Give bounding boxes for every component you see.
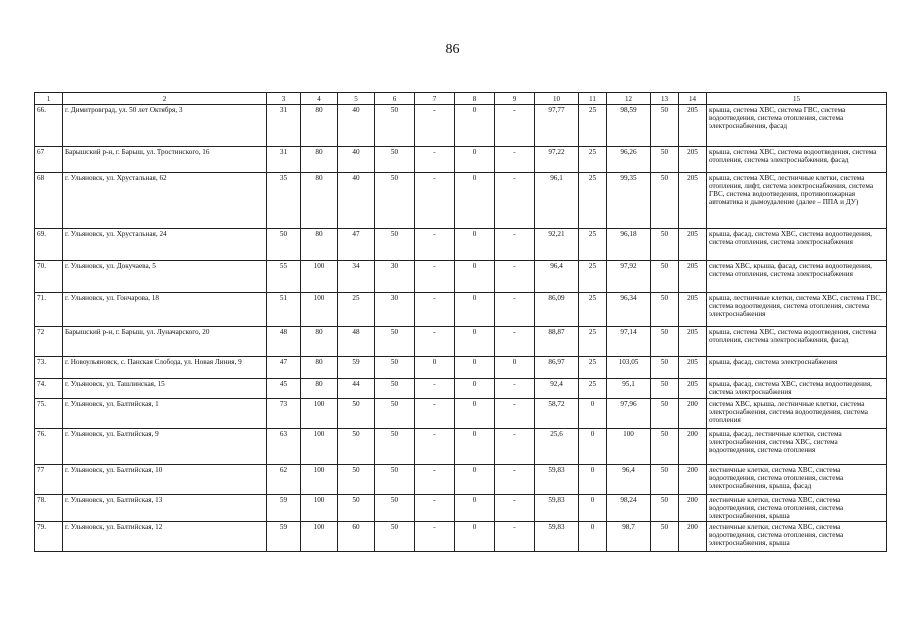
value-cell-c12: 97,96 xyxy=(607,399,651,429)
row-number: 66. xyxy=(35,105,63,147)
value-cell-c10: 88,87 xyxy=(535,327,579,357)
address-cell: г. Новоульяновск, с. Панская Слобода, ул. Новая Линия, 9 xyxy=(63,357,267,379)
value-cell-c7: - xyxy=(415,429,455,465)
value-cell-c9: - xyxy=(495,173,535,229)
value-cell-c3: 35 xyxy=(267,173,301,229)
table-row xyxy=(35,261,887,293)
address-cell: г. Димитровград, ул. 50 лет Октября, 3 xyxy=(63,105,267,147)
value-cell-c7: - xyxy=(415,465,455,495)
value-cell-c9: - xyxy=(495,429,535,465)
value-cell-c12: 100 xyxy=(607,429,651,465)
column-number: 3 xyxy=(267,93,301,105)
value-cell-c5: 50 xyxy=(338,495,375,522)
value-cell-c10: 59,83 xyxy=(535,495,579,522)
value-cell-c6: 50 xyxy=(375,429,415,465)
table-row xyxy=(35,495,887,522)
value-cell-c12: 96,34 xyxy=(607,293,651,327)
value-cell-c11: 0 xyxy=(579,465,607,495)
value-cell-c8: 0 xyxy=(455,379,495,399)
value-cell-c14: 205 xyxy=(679,379,707,399)
value-cell-c10: 58,72 xyxy=(535,399,579,429)
value-cell-c5: 40 xyxy=(338,105,375,147)
value-cell-c13: 50 xyxy=(651,379,679,399)
value-cell-c8: 0 xyxy=(455,229,495,261)
value-cell-c13: 50 xyxy=(651,147,679,173)
value-cell-c14: 205 xyxy=(679,357,707,379)
address-cell: г. Ульяновск, ул. Балтийская, 13 xyxy=(63,495,267,522)
value-cell-c4: 100 xyxy=(301,465,338,495)
value-cell-c10: 59,83 xyxy=(535,465,579,495)
value-cell-c6: 50 xyxy=(375,399,415,429)
works-cell: крыша, фасад, система ХВС, система водоотведения, система отопления, система электроснабжения xyxy=(707,229,887,261)
address-cell: Барышский р-н, г. Барыш, ул. Тростинского, 16 xyxy=(63,147,267,173)
row-number: 68 xyxy=(35,173,63,229)
value-cell-c13: 50 xyxy=(651,261,679,293)
column-number: 15 xyxy=(707,93,887,105)
address-cell: Барышский р-н, г. Барыш, ул. Луначарского, 20 xyxy=(63,327,267,357)
value-cell-c12: 97,92 xyxy=(607,261,651,293)
value-cell-c9: - xyxy=(495,147,535,173)
value-cell-c3: 73 xyxy=(267,399,301,429)
address-cell: г. Ульяновск, ул. Ташлинская, 15 xyxy=(63,379,267,399)
value-cell-c5: 40 xyxy=(338,147,375,173)
row-number: 70. xyxy=(35,261,63,293)
row-number: 78. xyxy=(35,495,63,522)
value-cell-c14: 200 xyxy=(679,495,707,522)
column-number: 12 xyxy=(607,93,651,105)
value-cell-c11: 0 xyxy=(579,429,607,465)
value-cell-c12: 96,4 xyxy=(607,465,651,495)
value-cell-c12: 97,14 xyxy=(607,327,651,357)
value-cell-c4: 100 xyxy=(301,429,338,465)
value-cell-c5: 60 xyxy=(338,522,375,552)
row-number: 72 xyxy=(35,327,63,357)
value-cell-c5: 44 xyxy=(338,379,375,399)
works-cell: крыша, фасад, система ХВС, система водоотведения, система электроснабжения xyxy=(707,379,887,399)
works-cell: система ХВС, крыша, лестничные клетки, система электроснабжения, система водоотведения, система отопления xyxy=(707,399,887,429)
value-cell-c6: 50 xyxy=(375,379,415,399)
data-table xyxy=(34,92,887,552)
value-cell-c12: 103,05 xyxy=(607,357,651,379)
value-cell-c5: 25 xyxy=(338,293,375,327)
value-cell-c7: - xyxy=(415,293,455,327)
table-row xyxy=(35,357,887,379)
value-cell-c8: 0 xyxy=(455,357,495,379)
works-cell: крыша, система ХВС, система ГВС, система водоотведения, система отопления, система электроснабжения, фасад xyxy=(707,105,887,147)
value-cell-c5: 59 xyxy=(338,357,375,379)
value-cell-c12: 98,24 xyxy=(607,495,651,522)
value-cell-c10: 86,97 xyxy=(535,357,579,379)
value-cell-c5: 40 xyxy=(338,173,375,229)
value-cell-c11: 25 xyxy=(579,105,607,147)
value-cell-c4: 100 xyxy=(301,399,338,429)
works-cell: крыша, лестничные клетки, система ХВС, система ГВС, система водоотведения, система отопления, система электроснабжения xyxy=(707,293,887,327)
value-cell-c10: 96,1 xyxy=(535,173,579,229)
table-row xyxy=(35,465,887,495)
value-cell-c4: 80 xyxy=(301,173,338,229)
table-row xyxy=(35,229,887,261)
value-cell-c9: 0 xyxy=(495,357,535,379)
value-cell-c13: 50 xyxy=(651,105,679,147)
works-cell: лестничные клетки, система ХВС, система водоотведения, система отопления, система электроснабжения, крыша xyxy=(707,495,887,522)
value-cell-c7: - xyxy=(415,399,455,429)
value-cell-c3: 59 xyxy=(267,495,301,522)
value-cell-c10: 92,21 xyxy=(535,229,579,261)
value-cell-c7: - xyxy=(415,147,455,173)
value-cell-c5: 50 xyxy=(338,429,375,465)
value-cell-c6: 50 xyxy=(375,105,415,147)
value-cell-c3: 50 xyxy=(267,229,301,261)
value-cell-c12: 96,18 xyxy=(607,229,651,261)
value-cell-c9: - xyxy=(495,465,535,495)
column-number: 7 xyxy=(415,93,455,105)
value-cell-c11: 0 xyxy=(579,522,607,552)
value-cell-c12: 96,26 xyxy=(607,147,651,173)
value-cell-c14: 205 xyxy=(679,173,707,229)
column-number: 14 xyxy=(679,93,707,105)
value-cell-c8: 0 xyxy=(455,261,495,293)
value-cell-c12: 98,59 xyxy=(607,105,651,147)
value-cell-c13: 50 xyxy=(651,522,679,552)
value-cell-c7: - xyxy=(415,379,455,399)
value-cell-c10: 25,6 xyxy=(535,429,579,465)
works-cell: крыша, фасад, система электроснабжения xyxy=(707,357,887,379)
column-number: 5 xyxy=(338,93,375,105)
address-cell: г. Ульяновск, ул. Балтийская, 12 xyxy=(63,522,267,552)
value-cell-c11: 25 xyxy=(579,379,607,399)
works-cell: лестничные клетки, система ХВС, система водоотведения, система отопления, система электроснабжения, крыша xyxy=(707,522,887,552)
value-cell-c6: 50 xyxy=(375,327,415,357)
value-cell-c8: 0 xyxy=(455,147,495,173)
column-number: 6 xyxy=(375,93,415,105)
value-cell-c10: 92,4 xyxy=(535,379,579,399)
value-cell-c14: 205 xyxy=(679,261,707,293)
value-cell-c9: - xyxy=(495,105,535,147)
value-cell-c11: 25 xyxy=(579,357,607,379)
value-cell-c3: 63 xyxy=(267,429,301,465)
value-cell-c3: 51 xyxy=(267,293,301,327)
value-cell-c6: 50 xyxy=(375,522,415,552)
table-row xyxy=(35,379,887,399)
value-cell-c3: 62 xyxy=(267,465,301,495)
value-cell-c4: 100 xyxy=(301,261,338,293)
value-cell-c9: - xyxy=(495,379,535,399)
value-cell-c5: 34 xyxy=(338,261,375,293)
value-cell-c13: 50 xyxy=(651,495,679,522)
value-cell-c8: 0 xyxy=(455,105,495,147)
column-number: 9 xyxy=(495,93,535,105)
value-cell-c8: 0 xyxy=(455,399,495,429)
value-cell-c11: 25 xyxy=(579,261,607,293)
value-cell-c9: - xyxy=(495,399,535,429)
value-cell-c14: 200 xyxy=(679,522,707,552)
value-cell-c7: - xyxy=(415,173,455,229)
value-cell-c8: 0 xyxy=(455,522,495,552)
value-cell-c12: 98,7 xyxy=(607,522,651,552)
value-cell-c3: 47 xyxy=(267,357,301,379)
value-cell-c10: 59,83 xyxy=(535,522,579,552)
works-cell: крыша, система ХВС, лестничные клетки, система отопления, лифт, система электроснабжения, система ГВС, система водоотведения, противопожарная автоматика и дымоудаление (далее – ППА и ДУ) xyxy=(707,173,887,229)
value-cell-c4: 100 xyxy=(301,495,338,522)
value-cell-c5: 50 xyxy=(338,465,375,495)
table-row xyxy=(35,173,887,229)
address-cell: г. Ульяновск, ул. Хрустальная, 24 xyxy=(63,229,267,261)
table-row xyxy=(35,399,887,429)
value-cell-c14: 205 xyxy=(679,293,707,327)
value-cell-c13: 50 xyxy=(651,465,679,495)
value-cell-c6: 50 xyxy=(375,173,415,229)
column-number: 13 xyxy=(651,93,679,105)
column-number: 11 xyxy=(579,93,607,105)
table-row xyxy=(35,327,887,357)
column-number: 10 xyxy=(535,93,579,105)
value-cell-c6: 50 xyxy=(375,495,415,522)
value-cell-c14: 205 xyxy=(679,229,707,261)
row-number: 79. xyxy=(35,522,63,552)
value-cell-c14: 205 xyxy=(679,327,707,357)
value-cell-c14: 205 xyxy=(679,105,707,147)
address-cell: г. Ульяновск, ул. Докучаева, 5 xyxy=(63,261,267,293)
value-cell-c4: 80 xyxy=(301,379,338,399)
address-cell: г. Ульяновск, ул. Гончарова, 18 xyxy=(63,293,267,327)
value-cell-c9: - xyxy=(495,522,535,552)
value-cell-c9: - xyxy=(495,327,535,357)
value-cell-c7: - xyxy=(415,261,455,293)
row-number: 69. xyxy=(35,229,63,261)
address-cell: г. Ульяновск, ул. Хрустальная, 62 xyxy=(63,173,267,229)
value-cell-c11: 25 xyxy=(579,327,607,357)
value-cell-c4: 80 xyxy=(301,327,338,357)
value-cell-c11: 25 xyxy=(579,173,607,229)
table-row xyxy=(35,147,887,173)
row-number: 67 xyxy=(35,147,63,173)
value-cell-c10: 97,22 xyxy=(535,147,579,173)
column-number-row xyxy=(35,93,887,105)
value-cell-c3: 59 xyxy=(267,522,301,552)
value-cell-c9: - xyxy=(495,495,535,522)
table-row xyxy=(35,105,887,147)
value-cell-c4: 80 xyxy=(301,229,338,261)
value-cell-c4: 80 xyxy=(301,357,338,379)
row-number: 75. xyxy=(35,399,63,429)
value-cell-c13: 50 xyxy=(651,429,679,465)
table-row xyxy=(35,293,887,327)
value-cell-c7: 0 xyxy=(415,357,455,379)
value-cell-c11: 25 xyxy=(579,293,607,327)
value-cell-c5: 50 xyxy=(338,399,375,429)
works-cell: крыша, фасад, лестничные клетки, система электроснабжения, система ХВС, система водоотведения, система отопления xyxy=(707,429,887,465)
value-cell-c12: 99,35 xyxy=(607,173,651,229)
value-cell-c6: 50 xyxy=(375,357,415,379)
column-number: 4 xyxy=(301,93,338,105)
value-cell-c6: 50 xyxy=(375,465,415,495)
value-cell-c4: 100 xyxy=(301,293,338,327)
value-cell-c3: 31 xyxy=(267,147,301,173)
value-cell-c9: - xyxy=(495,261,535,293)
value-cell-c8: 0 xyxy=(455,495,495,522)
value-cell-c10: 97,77 xyxy=(535,105,579,147)
value-cell-c6: 30 xyxy=(375,261,415,293)
value-cell-c14: 200 xyxy=(679,429,707,465)
value-cell-c3: 31 xyxy=(267,105,301,147)
table-row xyxy=(35,522,887,552)
value-cell-c9: - xyxy=(495,229,535,261)
works-cell: система ХВС, крыша, фасад, система водоотведения, система отопления, система электроснабжения xyxy=(707,261,887,293)
value-cell-c10: 96,4 xyxy=(535,261,579,293)
value-cell-c13: 50 xyxy=(651,357,679,379)
value-cell-c7: - xyxy=(415,522,455,552)
value-cell-c6: 30 xyxy=(375,293,415,327)
value-cell-c14: 205 xyxy=(679,147,707,173)
column-number: 8 xyxy=(455,93,495,105)
value-cell-c4: 80 xyxy=(301,147,338,173)
value-cell-c8: 0 xyxy=(455,173,495,229)
value-cell-c13: 50 xyxy=(651,327,679,357)
value-cell-c4: 80 xyxy=(301,105,338,147)
value-cell-c8: 0 xyxy=(455,293,495,327)
address-cell: г. Ульяновск, ул. Балтийская, 10 xyxy=(63,465,267,495)
value-cell-c13: 50 xyxy=(651,229,679,261)
row-number: 73. xyxy=(35,357,63,379)
value-cell-c9: - xyxy=(495,293,535,327)
value-cell-c8: 0 xyxy=(455,327,495,357)
value-cell-c10: 86,09 xyxy=(535,293,579,327)
value-cell-c8: 0 xyxy=(455,429,495,465)
value-cell-c5: 47 xyxy=(338,229,375,261)
address-cell: г. Ульяновск, ул. Балтийская, 9 xyxy=(63,429,267,465)
value-cell-c5: 48 xyxy=(338,327,375,357)
value-cell-c4: 100 xyxy=(301,522,338,552)
row-number: 71. xyxy=(35,293,63,327)
value-cell-c11: 0 xyxy=(579,399,607,429)
row-number: 76. xyxy=(35,429,63,465)
value-cell-c11: 25 xyxy=(579,229,607,261)
address-cell: г. Ульяновск, ул. Балтийская, 1 xyxy=(63,399,267,429)
value-cell-c14: 200 xyxy=(679,465,707,495)
value-cell-c14: 200 xyxy=(679,399,707,429)
value-cell-c12: 95,1 xyxy=(607,379,651,399)
value-cell-c13: 50 xyxy=(651,293,679,327)
column-number: 2 xyxy=(63,93,267,105)
page-number: 86 xyxy=(445,42,460,57)
works-cell: крыша, система ХВС, система водоотведения, система отопления, система электроснабжения, фасад xyxy=(707,327,887,357)
value-cell-c6: 50 xyxy=(375,229,415,261)
value-cell-c8: 0 xyxy=(455,465,495,495)
table-row xyxy=(35,429,887,465)
value-cell-c7: - xyxy=(415,229,455,261)
value-cell-c6: 50 xyxy=(375,147,415,173)
row-number: 74. xyxy=(35,379,63,399)
value-cell-c7: - xyxy=(415,105,455,147)
value-cell-c7: - xyxy=(415,327,455,357)
value-cell-c13: 50 xyxy=(651,399,679,429)
value-cell-c3: 48 xyxy=(267,327,301,357)
column-number: 1 xyxy=(35,93,63,105)
value-cell-c3: 55 xyxy=(267,261,301,293)
value-cell-c13: 50 xyxy=(651,173,679,229)
value-cell-c7: - xyxy=(415,495,455,522)
value-cell-c11: 25 xyxy=(579,147,607,173)
value-cell-c11: 0 xyxy=(579,495,607,522)
value-cell-c3: 45 xyxy=(267,379,301,399)
works-cell: крыша, система ХВС, система водоотведения, система отопления, система электроснабжения, фасад xyxy=(707,147,887,173)
works-cell: лестничные клетки, система ХВС, система водоотведения, система отопления, система электроснабжения, крыша, фасад xyxy=(707,465,887,495)
row-number: 77 xyxy=(35,465,63,495)
